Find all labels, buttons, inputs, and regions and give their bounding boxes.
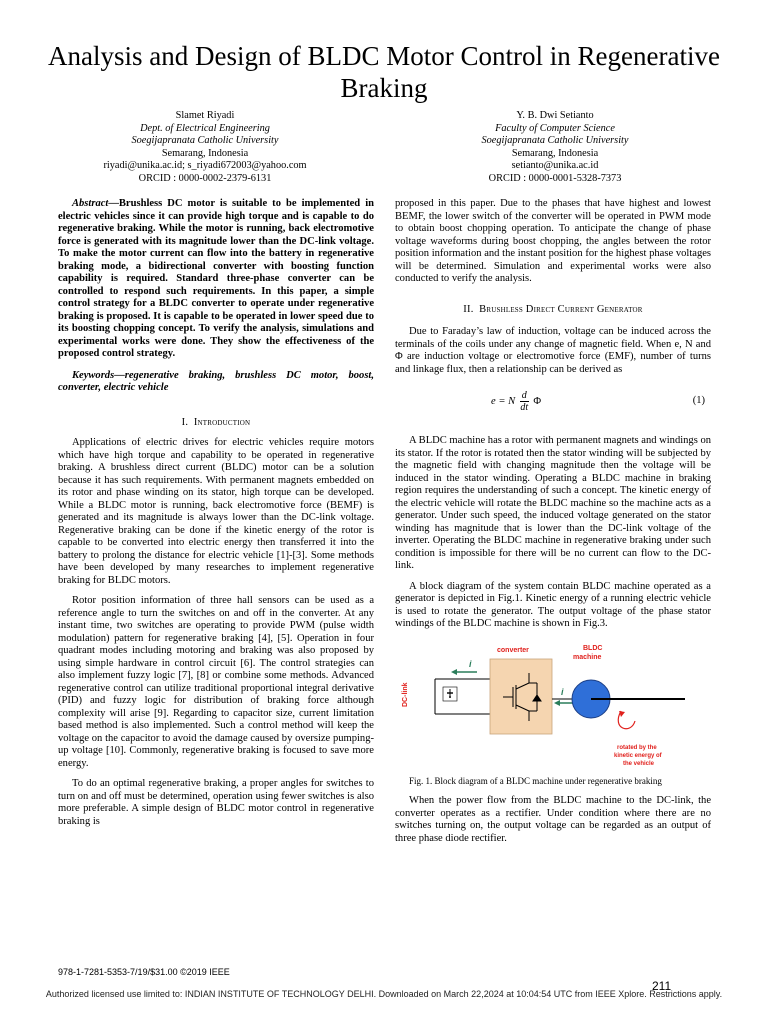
author-city: Semarang, Indonesia: [161, 147, 249, 159]
equation-number: (1): [692, 395, 705, 407]
section-title: Brushless Direct Current Generator: [479, 303, 643, 315]
abstract: [58, 198, 374, 361]
abstract-text: —Brushless DC motor is suitable to be implemented in electric vehicles since it can provide high torque and is capable to do regenerative braking. While the motor is running, back electromotive force is generated with its magnitude lower than the DC-link voltage. To make the motor current can flow into the battery in regenerative braking mode, a bidirectional converter with boosting function capability is required. Standard three-phase converter can be controlled to respond such requirements. In this paper, a simple control strategy for a BLDC converter to operate under regenerative braking is proposed. It is capable to be operated in lower speed due to its boosting chopping concept. To verify the analysis, simulations and experimental works were done. They show the effectiveness of the proposed control strategy.: [58, 198, 374, 359]
rotated-label: kinetic energy of: [614, 752, 662, 759]
dclink-label: DC-link: [402, 682, 409, 707]
keywords: Keywords—regenerative braking, brushless DC motor, boost, converter, electric vehicle: [58, 369, 374, 393]
author-name: Slamet Riyadi: [175, 110, 235, 121]
paragraph: Rotor position information of three hall sensors can be used as a reference angle to turn the switches on and off in the converter. At any instant time, two switches are operating to provide PWM (pulse width modulation) pattern for regenerative braking [4], [5]. Operation in four quadrant modes including motoring and braking was also proposed by using simple hardware in control circuit [6]. The control strategies can also implement fuzzy logic [7], [8] or combine some methods. Advanced regenerative control can utilize traditional proportional integral derivative (PID) and fuzzy logic for distribution of braking force although complexity will arise [9]. Regarding to capacitor size, current limitation based method is also implemented. Such a control method will keep the voltage on the capacitor to avoid the damage caused by oversize pumping-up voltage [10]. Commonly, regenerative braking is focused to save more energy.: [58, 595, 374, 769]
author-dept: Faculty of Computer Science: [495, 122, 615, 134]
paragraph: To do an optimal regenerative braking, a proper angles for switches to turn on and off must be determined, operation using fewer switches is also more preferable. A simple design of BLDC motor control in regenerative braking is: [58, 778, 374, 827]
block-diagram-svg: [395, 639, 711, 771]
author-block-1: [55, 110, 355, 186]
author-dept: Dept. of Electrical Engineering: [140, 122, 270, 134]
license-notice: Authorized licensed use limited to: INDIAN INSTITUTE OF TECHNOLOGY DELHI. Downloaded on March 22,2024 at 10:04:54 UTC from IEEE Xplore. Restrictions apply.: [45, 989, 723, 999]
current-label: i: [469, 658, 472, 669]
author-name: Y. B. Dwi Setianto: [516, 110, 594, 121]
author-city: Semarang, Indonesia: [511, 147, 599, 159]
author-university: Soegijapranata Catholic University: [131, 135, 279, 147]
paragraph: When the power flow from the BLDC machine to the DC-link, the converter operates as a rectifier. Under condition where there are no switches turning on, the output voltage can be regarded as an output of three phase diode rectifier.: [395, 795, 711, 844]
author-orcid: ORCID : 0000-0002-2379-6131: [138, 172, 272, 184]
machine-label: machine: [573, 653, 602, 661]
equation-denominator: dt: [520, 402, 529, 413]
section-number: II.: [463, 303, 474, 315]
section-heading-bldc-generator: [395, 304, 711, 317]
author-university: Soegijapranata Catholic University: [481, 135, 629, 147]
current-label: i: [561, 686, 564, 697]
paragraph: Applications of electric drives for electric vehicles require motors which have high torque and capability to be operated in regenerative braking. A brushless direct current (BLDC) motor can be a solution because it has such requirements. With permanent magnets embedded on its rotor and phase winding on its stator, high torque can be developed. While a BLDC motor is running, back electromotive force (BEMF) is generated and its magnitude is always lower than the DC-link voltage. Regenerative braking can be done if the kinetic energy of the rotor is capable to be converted into electric energy then transferred it into the battery to prolong the distance for electric vehicle [1]-[3]. Some methods have been developed by many researches to implement regenerative braking for BLDC motors.: [58, 437, 374, 586]
figure-caption: Fig. 1. Block diagram of a BLDC machine under regenerative braking: [409, 775, 662, 786]
section-number: I.: [181, 416, 189, 428]
paragraph: A BLDC machine has a rotor with permanent magnets and windings on its stator. If the rotor is rotated then the stator winding will be subjected by the magnetic field with changing magnitude then the voltage will be induced in the stator winding. Operating a BLDC machine in braking region requires the understanding of such a concept. The kinetic energy of the electric vehicle will rotate the BLDC machine so the machine acts as a generator. Under such speed, the induced voltage generated on the stator winding has magnitude that is lower than the DC-link voltage of the inverter. Operating the BLDC machine in regenerative braking under such condition is impossible for there will be no current can flow to the DC-link.: [395, 435, 711, 571]
equation-body: [491, 390, 541, 413]
page-number: 211: [652, 979, 672, 993]
section-heading-introduction: [58, 417, 374, 430]
rotated-label: the vehicle: [623, 760, 655, 767]
converter-box: [490, 659, 552, 734]
battery-icon: [443, 687, 457, 701]
equation-1: [395, 390, 711, 413]
equation-numerator: d: [521, 390, 527, 401]
paragraph: Due to Faraday’s law of induction, voltage can be induced across the terminals of the coils under any change of magnetic field. When e, N and Φ are induction voltage or electromotive force (EMF), number of turns and linkage flux, then a relationship can be derived as: [395, 326, 711, 375]
paragraph: proposed in this paper. Due to the phases that have highest and lowest BEMF, the lower switch of the converter will be operated in PWM mode to obtain boost chopping operation. To anticipate the change of phase voltage waveforms during boost chopping, the angles between the rotor position information and the instant position for the highest phase voltages will be determined. Simulation and experimental works were also conducted to verify the analysis.: [395, 198, 711, 284]
equation-lhs: e = N: [491, 395, 516, 407]
figure-1-block-diagram: [395, 639, 711, 771]
author-email: riyadi@unika.ac.id; s_riyadi672003@yahoo.com: [103, 160, 307, 172]
footer-identifier: 978-1-7281-5353-7/19/$31.00 ©2019 IEEE: [58, 967, 230, 977]
author-block-2: [405, 110, 705, 186]
left-column: [58, 198, 374, 836]
rotated-label: rotated by the: [617, 744, 657, 751]
converter-label: converter: [497, 646, 529, 654]
author-orcid: ORCID : 0000-0001-5328-7373: [488, 172, 622, 184]
right-column: [395, 198, 711, 853]
equation-fraction: [520, 390, 529, 413]
author-email: setianto@unika.ac.id: [511, 160, 599, 172]
machine-label: BLDC: [583, 644, 603, 652]
abstract-lead: Abstract: [72, 198, 109, 209]
section-title: Introduction: [193, 416, 251, 428]
paragraph: A block diagram of the system contain BLDC machine operated as a generator is depicted in Fig.1. Kinetic energy of a running electric vehicle is used to rotate the generator. The output voltage of the phase stator windings of the BLDC machine is shown in Fig.3.: [395, 580, 711, 629]
equation-rhs: Φ: [533, 395, 542, 407]
paper-title: Analysis and Design of BLDC Motor Control in Regenerative Braking: [48, 41, 720, 103]
